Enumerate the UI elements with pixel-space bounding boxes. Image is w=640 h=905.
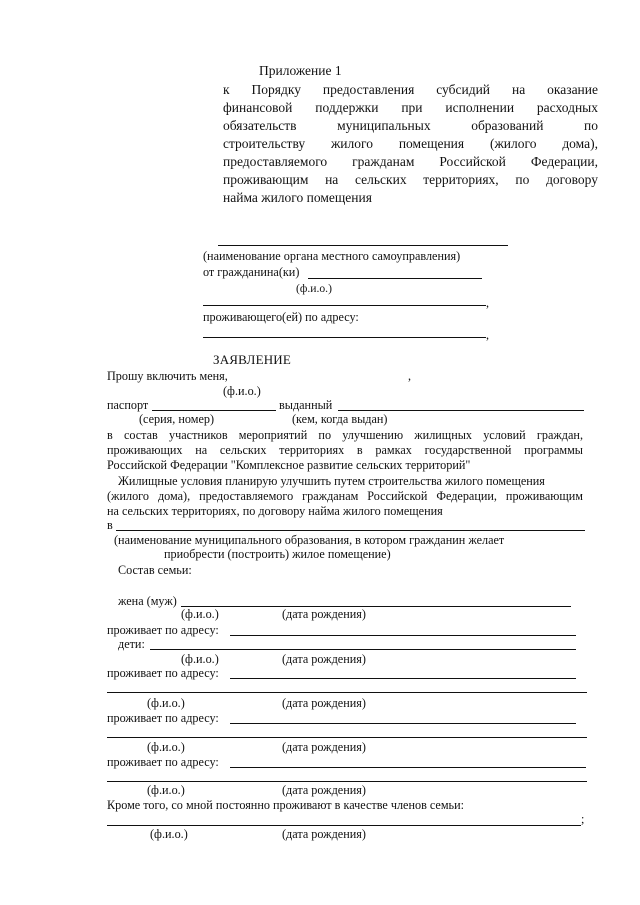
child-1-address-field[interactable] xyxy=(230,678,576,679)
series-caption: (серия, номер) xyxy=(139,412,214,426)
fio-caption: (ф.и.о.) xyxy=(181,607,219,621)
other-member-field[interactable] xyxy=(107,825,581,826)
child-4-field[interactable] xyxy=(107,781,587,782)
applicant-fio-caption: (ф.и.о.) xyxy=(223,384,261,398)
appendix-line: к Порядку предоставления субсидий на оказание xyxy=(223,82,598,97)
fio-caption: (ф.и.о.) xyxy=(147,740,185,754)
dob-caption: (дата рождения) xyxy=(282,740,366,754)
para1-last: Российской Федерации "Комплексное развитие сельских территорий" xyxy=(107,458,471,472)
issued-label: выданный xyxy=(279,398,333,412)
dob-caption: (дата рождения) xyxy=(282,607,366,621)
address-label: проживает по адресу: xyxy=(107,623,219,637)
family-label: Состав семьи: xyxy=(118,563,192,577)
from-citizen-label: от гражданина(ки) xyxy=(203,265,300,279)
appendix-line-last: найма жилого помещения xyxy=(223,190,372,205)
other-members-label: Кроме того, со мной постоянно проживают в качестве членов семьи: xyxy=(107,798,465,812)
citizen-name-field-2[interactable] xyxy=(203,305,486,306)
fio-caption: (ф.и.о.) xyxy=(181,652,219,666)
passport-number-field[interactable] xyxy=(152,410,276,411)
appendix-line: финансовой поддержки при исполнении расходных xyxy=(223,100,598,115)
request-text: Прошу включить меня, xyxy=(107,369,228,383)
children-label: дети: xyxy=(118,637,145,651)
dob-caption: (дата рождения) xyxy=(282,652,366,666)
passport-label: паспорт xyxy=(107,398,149,412)
para2-line: (жилого дома), предоставляемого гражданам Российской Федерации, проживающим xyxy=(107,489,583,503)
spouse-label: жена (муж) xyxy=(118,594,177,608)
appendix-line: строительству жилого помещения (жилого дома), xyxy=(223,136,598,151)
statement-title: ЗАЯВЛЕНИЕ xyxy=(213,352,292,367)
org-name-caption: (наименование органа местного самоуправления) xyxy=(203,249,461,263)
child-2-field[interactable] xyxy=(107,692,587,693)
dob-caption: (дата рождения) xyxy=(282,696,366,710)
municipality-caption: (наименование муниципального образования, в котором гражданин желает xyxy=(114,533,505,547)
semicolon: ; xyxy=(581,812,585,826)
para2-first: Жилищные условия планирую улучшить путем строительства жилого помещения xyxy=(118,474,545,488)
address-label: проживает по адресу: xyxy=(107,711,219,725)
dob-caption: (дата рождения) xyxy=(282,783,366,797)
citizen-name-field[interactable] xyxy=(308,278,482,279)
child-3-address-field[interactable] xyxy=(230,767,586,768)
address-label: проживает по адресу: xyxy=(107,755,219,769)
municipality-caption-2: приобрести (построить) жилое помещение) xyxy=(164,547,391,561)
spouse-address-field[interactable] xyxy=(230,635,576,636)
org-name-field[interactable] xyxy=(218,245,508,246)
comma: , xyxy=(486,328,490,342)
municipality-field[interactable] xyxy=(116,530,585,531)
citizen-address-field[interactable] xyxy=(203,337,486,338)
fio-caption: (ф.и.о.) xyxy=(147,696,185,710)
dob-caption: (дата рождения) xyxy=(282,827,366,841)
appendix-line: предоставляемого гражданам Российской Федерации, xyxy=(223,154,598,169)
address-label: проживает по адресу: xyxy=(107,666,219,680)
para2-last: на сельских территориях, по договору найма жилого помещения xyxy=(107,504,443,518)
fio-caption: (ф.и.о.) xyxy=(150,827,188,841)
para1-line: проживающих на сельских территориях в рамках государственной программы xyxy=(107,443,583,457)
comma: , xyxy=(408,369,412,383)
child-2-address-field[interactable] xyxy=(230,723,576,724)
in-label: в xyxy=(107,518,113,532)
citizen-fio-caption: (ф.и.о.) xyxy=(296,282,332,295)
appendix-line: обязательств муниципальных образований по xyxy=(223,118,598,133)
child-1-field[interactable] xyxy=(150,649,576,650)
child-3-field[interactable] xyxy=(107,737,587,738)
spouse-field[interactable] xyxy=(181,606,571,607)
appendix-title: Приложение 1 xyxy=(259,63,342,78)
issued-caption: (кем, когда выдан) xyxy=(292,412,388,426)
para1-line: в состав участников мероприятий по улучшению жилищных условий граждан, xyxy=(107,428,583,442)
residing-label: проживающего(ей) по адресу: xyxy=(203,310,359,324)
passport-issued-field[interactable] xyxy=(338,410,584,411)
fio-caption: (ф.и.о.) xyxy=(147,783,185,797)
comma: , xyxy=(486,296,490,310)
appendix-line: проживающим на сельских территориях, по договору xyxy=(223,172,598,187)
